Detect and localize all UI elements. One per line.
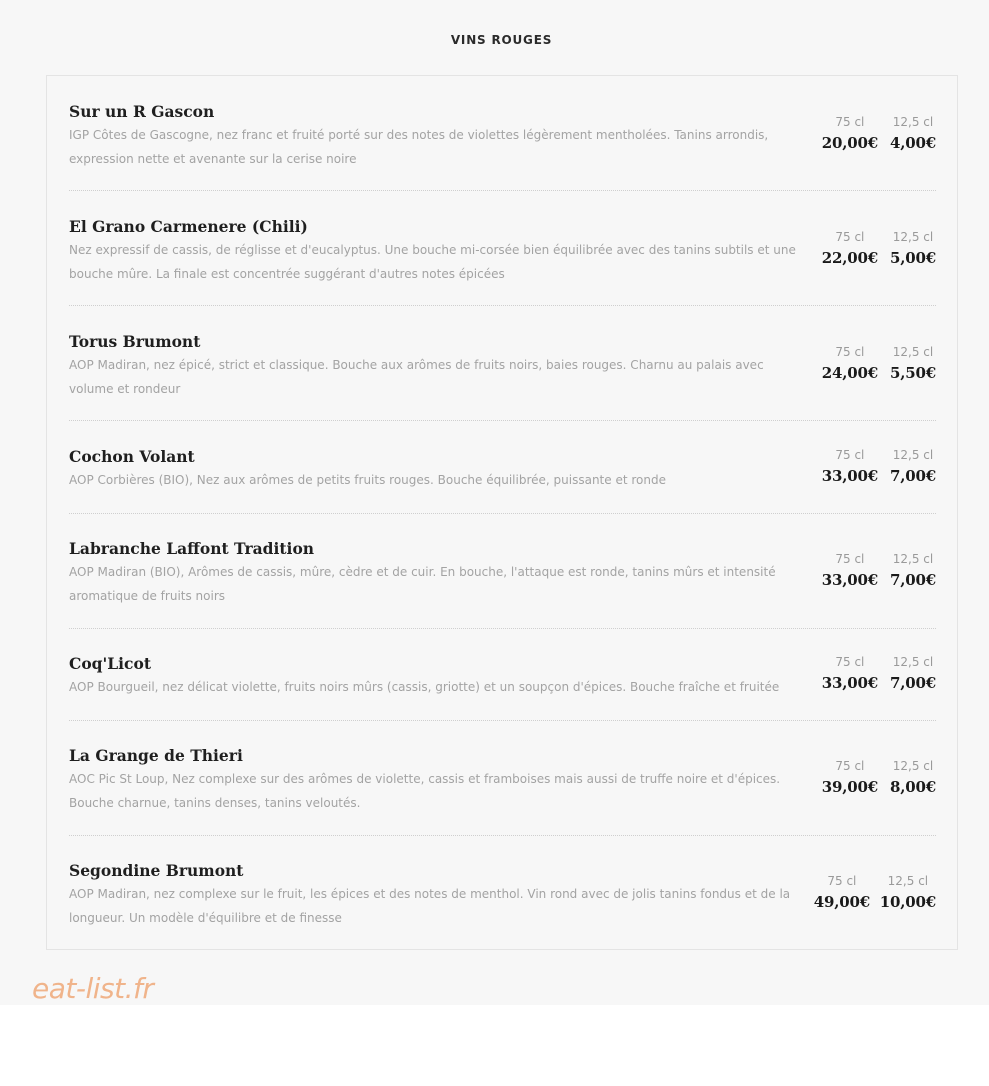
glass-price-column <box>890 654 936 692</box>
wine-description: AOP Madiran (BIO), Arômes de cassis, mûre, cèdre et de cuir. En bouche, l'attaque est ronde, tanins mûrs et intensité aromatique de fruits noirs <box>69 565 776 603</box>
wine-prices <box>806 344 936 390</box>
item-divider <box>69 720 936 721</box>
glass-size-label: 12,5 cl <box>892 345 934 359</box>
wine-name: Torus Brumont <box>69 332 201 351</box>
wine-prices <box>796 873 936 919</box>
bottle-price: 33,00€ <box>821 467 878 485</box>
bottle-size-label: 75 cl <box>835 448 865 462</box>
bottle-size-label: 75 cl <box>835 345 865 359</box>
wine-description: IGP Côtes de Gascogne, nez franc et fruité porté sur des notes de violettes légèrement mentholées. Tanins arrondis, expression nette et avenante sur la cerise noire <box>69 128 769 166</box>
item-divider <box>69 305 936 306</box>
glass-size-label: 12,5 cl <box>892 115 934 129</box>
item-divider <box>69 628 936 629</box>
bottle-price-column <box>822 758 878 796</box>
glass-price: 7,00€ <box>890 571 936 589</box>
wine-description: AOP Corbières (BIO), Nez aux arômes de petits fruits rouges. Bouche équilibrée, puissante et ronde <box>69 473 666 487</box>
wine-description: AOC Pic St Loup, Nez complexe sur des arômes de violette, cassis et framboises mais aussi de truffe noire et d'épices. Bouche charnue, tanins denses, tanins veloutés. <box>69 772 781 810</box>
glass-price: 7,00€ <box>890 674 936 692</box>
glass-price-column <box>890 114 936 152</box>
wine-prices <box>806 654 936 700</box>
bottle-price: 22,00€ <box>821 249 878 267</box>
wine-prices <box>806 551 936 597</box>
bottle-price-column <box>822 229 878 267</box>
wine-name: La Grange de Thieri <box>69 746 243 765</box>
bottle-price: 49,00€ <box>813 893 870 911</box>
bottle-price: 39,00€ <box>821 778 878 796</box>
section-title: VINS ROUGES <box>450 33 553 47</box>
glass-price-column <box>880 873 936 911</box>
glass-price: 5,00€ <box>890 249 936 267</box>
glass-price-column <box>890 447 936 485</box>
bottle-size-label: 75 cl <box>835 115 865 129</box>
bottle-size-label: 75 cl <box>835 655 865 669</box>
item-divider <box>69 190 936 191</box>
wine-prices <box>806 114 936 160</box>
glass-price-column <box>890 344 936 382</box>
bottle-price: 33,00€ <box>821 674 878 692</box>
glass-size-label: 12,5 cl <box>892 230 934 244</box>
wine-prices <box>806 229 936 275</box>
wine-prices <box>806 447 936 493</box>
glass-price: 5,50€ <box>890 364 936 382</box>
item-divider <box>69 835 936 836</box>
wine-menu-card <box>46 75 958 950</box>
wine-name: Sur un R Gascon <box>69 102 215 121</box>
bottle-price-column <box>822 551 878 589</box>
glass-size-label: 12,5 cl <box>892 759 934 773</box>
bottle-size-label: 75 cl <box>827 874 857 888</box>
bottle-price: 33,00€ <box>821 571 878 589</box>
glass-price: 4,00€ <box>890 134 936 152</box>
bottle-price-column <box>814 873 870 911</box>
wine-description: AOP Madiran, nez complexe sur le fruit, les épices et des notes de menthol. Vin rond avec de jolis tanins fondus et de la longueur. Un modèle d'équilibre et de finesse <box>69 887 791 925</box>
bottle-price: 20,00€ <box>821 134 878 152</box>
wine-description: Nez expressif de cassis, de réglisse et d'eucalyptus. Une bouche mi-corsée bien équilibrée avec des tanins subtils et une bouche mûre. La finale est concentrée suggérant d'autres notes épicées <box>69 243 796 281</box>
glass-price: 7,00€ <box>890 467 936 485</box>
bottle-price-column <box>822 654 878 692</box>
glass-price: 10,00€ <box>879 893 936 911</box>
site-watermark: eat-list.fr <box>32 972 154 1005</box>
bottle-size-label: 75 cl <box>835 230 865 244</box>
item-divider <box>69 420 936 421</box>
item-divider <box>69 513 936 514</box>
glass-price-column <box>890 229 936 267</box>
bottle-price-column <box>822 344 878 382</box>
wine-name: Labranche Laffont Tradition <box>69 539 315 558</box>
glass-price-column <box>890 758 936 796</box>
glass-size-label: 12,5 cl <box>892 552 934 566</box>
wine-name: Segondine Brumont <box>69 861 244 880</box>
glass-price: 8,00€ <box>890 778 936 796</box>
wine-name: Coq'Licot <box>69 654 151 673</box>
glass-price-column <box>890 551 936 589</box>
wine-description: AOP Bourgueil, nez délicat violette, fruits noirs mûrs (cassis, griotte) et un soupçon d'épices. Bouche fraîche et fruitée <box>69 680 780 694</box>
glass-size-label: 12,5 cl <box>892 655 934 669</box>
wine-prices <box>806 758 936 804</box>
glass-size-label: 12,5 cl <box>892 448 934 462</box>
wine-name: El Grano Carmenere (Chili) <box>69 217 308 236</box>
glass-size-label: 12,5 cl <box>887 874 929 888</box>
bottle-price-column <box>822 114 878 152</box>
bottle-size-label: 75 cl <box>835 759 865 773</box>
wine-name: Cochon Volant <box>69 447 195 466</box>
bottle-price-column <box>822 447 878 485</box>
bottle-price: 24,00€ <box>821 364 878 382</box>
wine-description: AOP Madiran, nez épicé, strict et classique. Bouche aux arômes de fruits noirs, baies rouges. Charnu au palais avec volume et rondeur <box>69 358 764 396</box>
bottle-size-label: 75 cl <box>835 552 865 566</box>
